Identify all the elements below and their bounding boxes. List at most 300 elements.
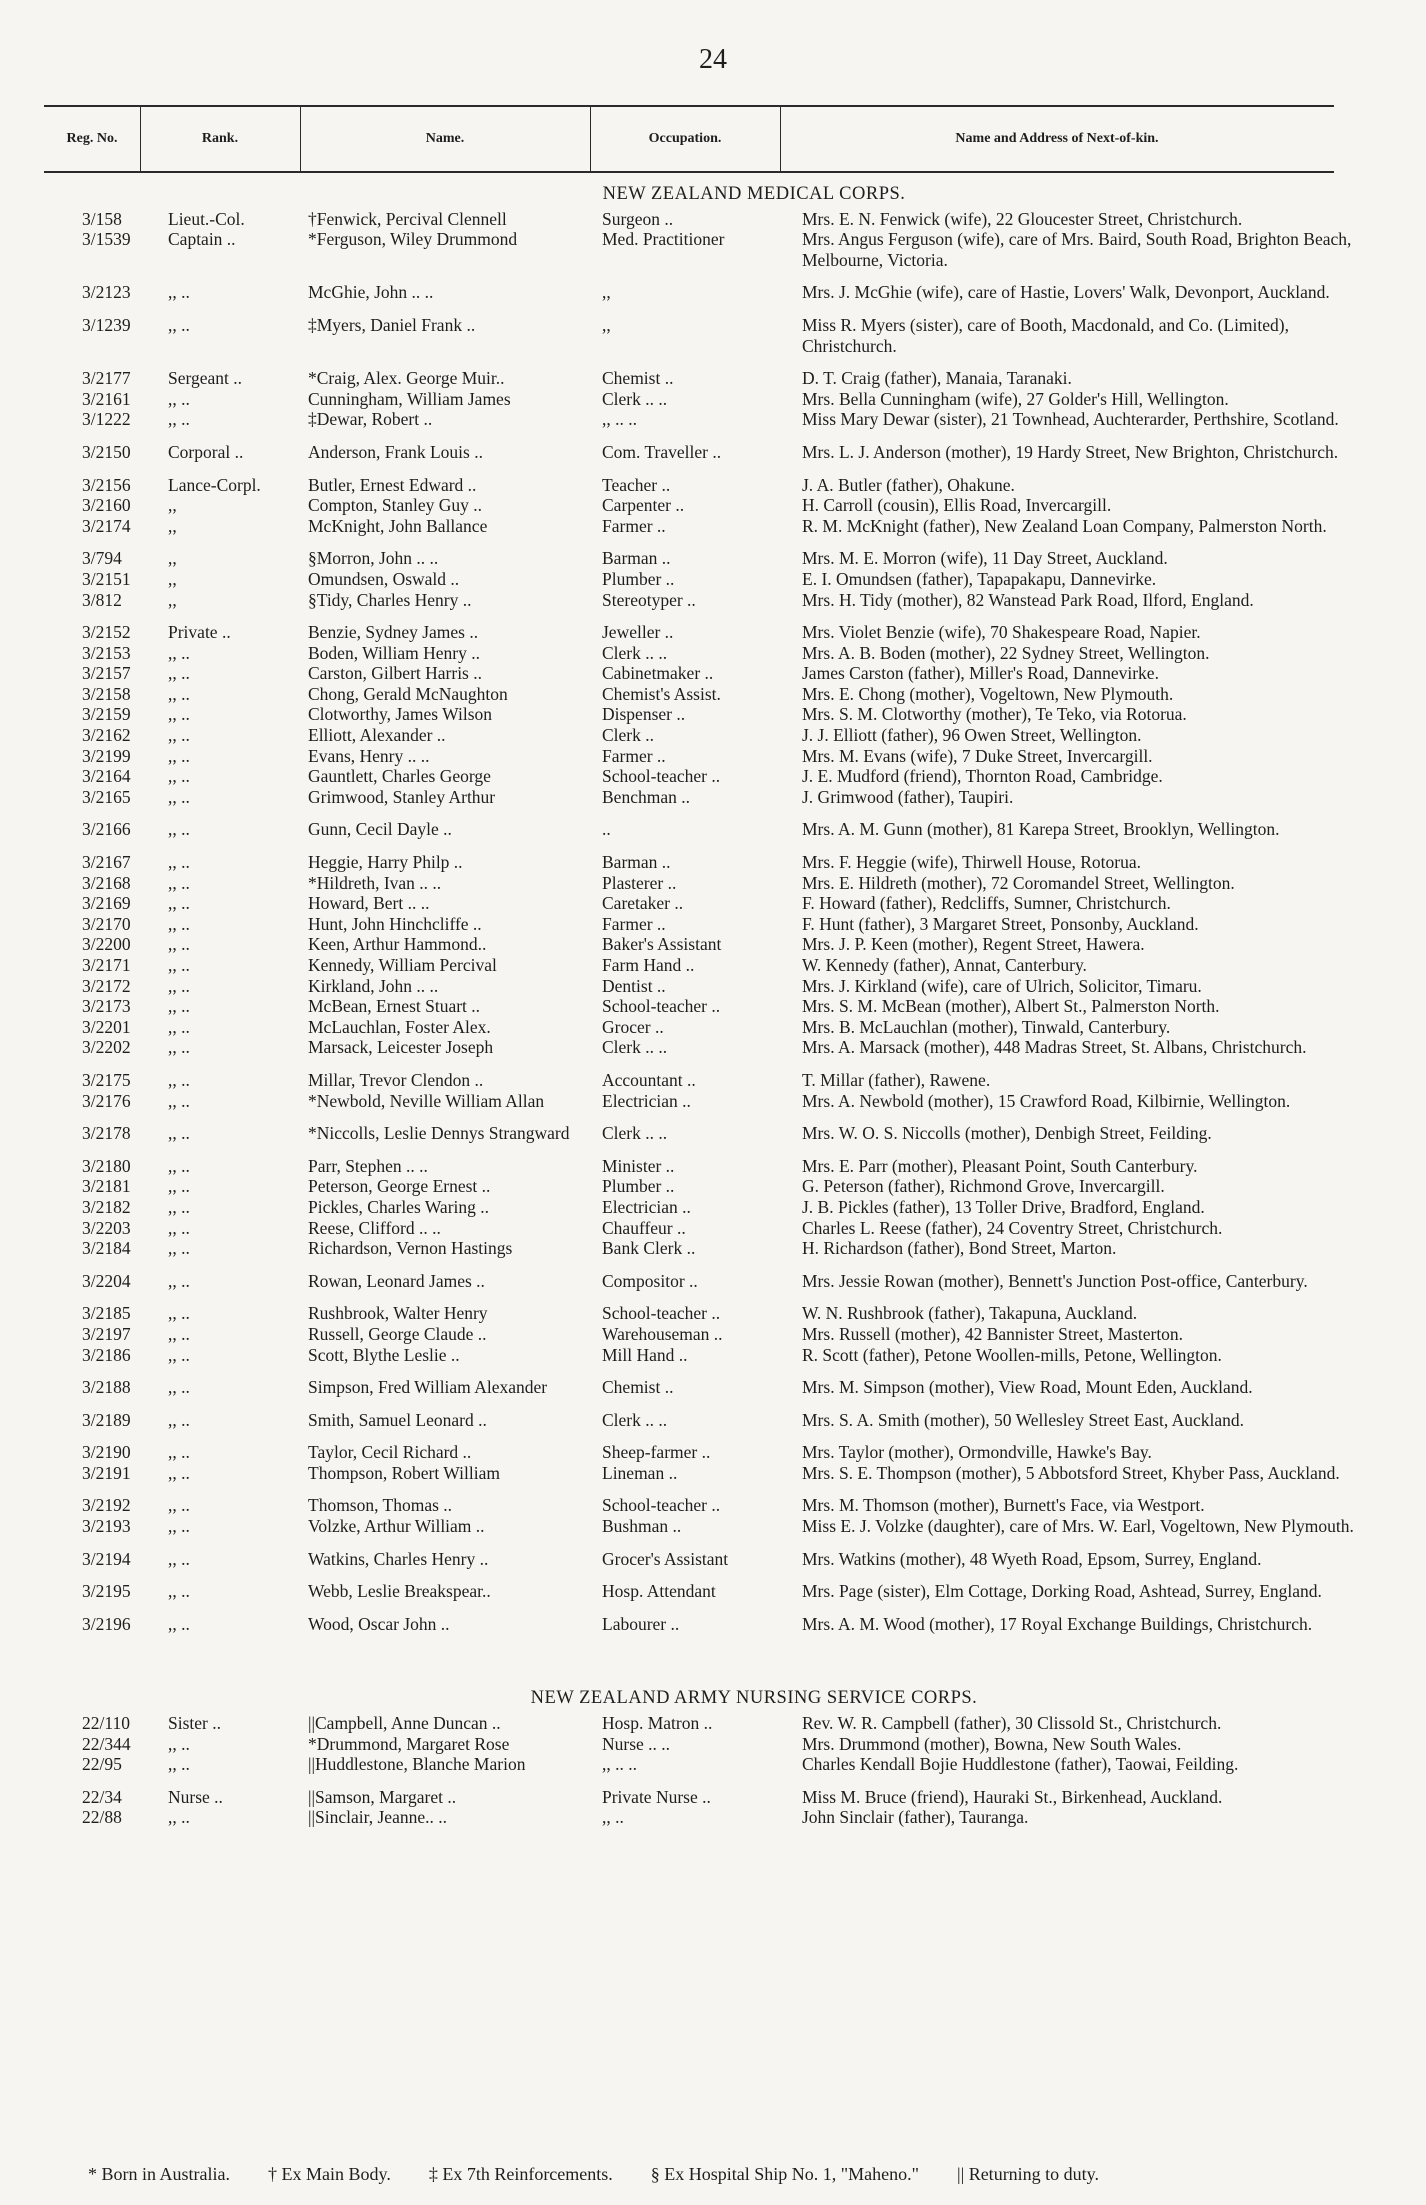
table-row bbox=[44, 643, 1364, 664]
name-cell: Omundsen, Oswald .. bbox=[308, 568, 460, 589]
occupation-cell: Mill Hand .. bbox=[602, 1344, 688, 1365]
name-cell: Richardson, Vernon Hastings bbox=[308, 1238, 513, 1259]
reg-no-cell: 3/2172 bbox=[82, 975, 131, 996]
table-row bbox=[44, 873, 1364, 894]
rank-cell: Lieut.-Col. bbox=[168, 208, 245, 229]
occupation-cell: Clerk .. bbox=[602, 725, 655, 746]
reg-no-cell: 3/2175 bbox=[82, 1069, 131, 1090]
reg-no-cell: 3/2186 bbox=[82, 1344, 131, 1365]
name-cell: Chong, Gerald McNaughton bbox=[308, 683, 508, 704]
table-row bbox=[44, 1775, 1364, 1808]
occupation-cell: Med. Practitioner bbox=[602, 229, 725, 250]
table-row bbox=[44, 1537, 1364, 1570]
table-row bbox=[44, 1734, 1364, 1755]
rank-cell: ,, .. bbox=[168, 1516, 190, 1537]
occupation-cell: ,, bbox=[602, 314, 611, 335]
reg-no-cell: 3/2164 bbox=[82, 766, 131, 787]
rank-cell: ,, .. bbox=[168, 388, 190, 409]
table-row bbox=[44, 516, 1364, 537]
occupation-cell: Barman .. bbox=[602, 852, 671, 873]
occupation-cell: School-teacher .. bbox=[602, 1495, 721, 1516]
rank-cell: ,, .. bbox=[168, 872, 190, 893]
name-cell: Parr, Stephen .. .. bbox=[308, 1155, 428, 1176]
reg-no-cell: 3/2169 bbox=[82, 893, 131, 914]
rank-cell: ,, .. bbox=[168, 1754, 190, 1775]
table-row bbox=[44, 996, 1364, 1017]
footnote-ex-7th-reinforcements: ‡ Ex 7th Reinforcements. bbox=[428, 2164, 613, 2184]
rank-cell: Nurse .. bbox=[168, 1786, 223, 1807]
section-title-nursing-corps: NEW ZEALAND ARMY NURSING SERVICE CORPS. bbox=[530, 1688, 978, 1709]
rank-cell: ,, .. bbox=[168, 1377, 190, 1398]
name-cell: ||Sinclair, Jeanne.. .. bbox=[308, 1807, 447, 1828]
rank-cell: ,, .. bbox=[168, 1090, 190, 1111]
reg-no-cell: 3/2200 bbox=[82, 934, 131, 955]
name-cell: *Niccolls, Leslie Dennys Strangward bbox=[308, 1123, 570, 1144]
table-row bbox=[44, 536, 1364, 569]
name-cell: ||Campbell, Anne Duncan .. bbox=[308, 1713, 501, 1734]
next-of-kin-cell: E. I. Omundsen (father), Tapapakapu, Dannevirke. bbox=[802, 568, 1157, 589]
occupation-cell: ,, .. .. bbox=[602, 1754, 637, 1775]
table-row bbox=[44, 746, 1364, 767]
reg-no-cell: 3/812 bbox=[82, 589, 122, 610]
occupation-cell: .. bbox=[602, 819, 611, 840]
rank-cell: Lance-Corpl. bbox=[168, 474, 261, 495]
occupation-cell: Electrician .. bbox=[602, 1196, 691, 1217]
name-cell: Volzke, Arthur William .. bbox=[308, 1516, 485, 1537]
table-row bbox=[44, 1807, 1364, 1828]
name-cell: Wood, Oscar John .. bbox=[308, 1613, 450, 1634]
occupation-cell: School-teacher .. bbox=[602, 1303, 721, 1324]
table-row bbox=[44, 1365, 1364, 1398]
next-of-kin-cell: Mrs. L. J. Anderson (mother), 19 Hardy Street, New Brighton, Christchurch. bbox=[802, 441, 1339, 462]
next-of-kin-cell: Mrs. M. Evans (wife), 7 Duke Street, Invercargill. bbox=[802, 745, 1153, 766]
rank-cell: ,, .. bbox=[168, 1495, 190, 1516]
occupation-cell: ,, .. .. bbox=[602, 409, 637, 430]
rank-cell: ,, .. bbox=[168, 409, 190, 430]
reg-no-cell: 3/2197 bbox=[82, 1323, 131, 1344]
table-row bbox=[44, 270, 1364, 303]
reg-no-cell: 3/1539 bbox=[82, 229, 131, 250]
reg-no-cell: 3/2201 bbox=[82, 1016, 131, 1037]
occupation-cell: ,, .. bbox=[602, 1807, 624, 1828]
name-cell: Benzie, Sydney James .. bbox=[308, 622, 479, 643]
table-row bbox=[44, 934, 1364, 955]
occupation-cell: Plumber .. bbox=[602, 1176, 675, 1197]
rank-cell: ,, .. bbox=[168, 955, 190, 975]
occupation-cell: Cabinetmaker .. bbox=[602, 663, 714, 684]
name-cell: Elliott, Alexander .. bbox=[308, 725, 446, 746]
table-row bbox=[44, 430, 1364, 463]
next-of-kin-cell: Mrs. B. McLauchlan (mother), Tinwald, Canterbury. bbox=[802, 1016, 1171, 1037]
table-row bbox=[44, 209, 1364, 230]
rank-cell: ,, .. bbox=[168, 725, 190, 746]
occupation-cell: Clerk .. .. bbox=[602, 1123, 668, 1144]
rank-cell: ,, .. bbox=[168, 1176, 190, 1197]
column-header-occupation: Occupation. bbox=[648, 131, 722, 146]
next-of-kin-cell: Mrs. E. Parr (mother), Pleasant Point, South Canterbury. bbox=[802, 1155, 1198, 1176]
table-row bbox=[44, 229, 1364, 270]
occupation-cell: Clerk .. .. bbox=[602, 1037, 668, 1058]
rank-cell: ,, bbox=[168, 589, 177, 610]
table-row bbox=[44, 807, 1364, 840]
reg-no-cell: 3/2190 bbox=[82, 1442, 131, 1463]
next-of-kin-cell: H. Richardson (father), Bond Street, Marton. bbox=[802, 1238, 1117, 1259]
table-row bbox=[44, 1754, 1364, 1775]
name-cell: Boden, William Henry .. bbox=[308, 642, 481, 663]
medical-corps-table bbox=[44, 209, 1364, 1635]
name-cell: Kennedy, William Percival bbox=[308, 955, 497, 975]
next-of-kin-cell: Mrs. W. O. S. Niccolls (mother), Denbigh Street, Feilding. bbox=[802, 1123, 1212, 1144]
next-of-kin-cell: Mrs. A. M. Wood (mother), 17 Royal Exchange Buildings, Christchurch. bbox=[802, 1613, 1313, 1634]
reg-no-cell: 3/2176 bbox=[82, 1090, 131, 1111]
reg-no-cell: 3/2171 bbox=[82, 955, 131, 975]
next-of-kin-cell: Mrs. J. P. Keen (mother), Regent Street, Hawera. bbox=[802, 934, 1145, 955]
roll-content bbox=[44, 182, 1364, 1828]
name-cell: Rushbrook, Walter Henry bbox=[308, 1303, 488, 1324]
table-row bbox=[44, 409, 1364, 430]
footnote-returning-to-duty: || Returning to duty. bbox=[956, 2164, 1100, 2184]
name-cell: §Tidy, Charles Henry .. bbox=[308, 589, 472, 610]
reg-no-cell: 3/2153 bbox=[82, 642, 131, 663]
table-row bbox=[44, 1483, 1364, 1516]
rank-cell: ,, .. bbox=[168, 1303, 190, 1324]
next-of-kin-cell: Mrs. Angus Ferguson (wife), care of Mrs. Baird, South Road, Brighton Beach, Melbourne, Victoria. bbox=[802, 229, 1352, 270]
rank-cell: ,, .. bbox=[168, 282, 190, 303]
table-row bbox=[44, 1091, 1364, 1112]
reg-no-cell: 3/2167 bbox=[82, 852, 131, 873]
reg-no-cell: 3/2203 bbox=[82, 1217, 131, 1238]
name-cell: Heggie, Harry Philp .. bbox=[308, 852, 463, 873]
occupation-cell: ,, bbox=[602, 282, 611, 303]
column-header-next-of-kin: Name and Address of Next-of-kin. bbox=[955, 131, 1159, 146]
name-cell: Kirkland, John .. .. bbox=[308, 975, 439, 996]
next-of-kin-cell: Mrs. Bella Cunningham (wife), 27 Golder's Hill, Wellington. bbox=[802, 388, 1229, 409]
table-row bbox=[44, 1713, 1364, 1734]
rank-cell: ,, .. bbox=[168, 913, 190, 934]
reg-no-cell: 3/2204 bbox=[82, 1270, 131, 1291]
name-cell: Howard, Bert .. .. bbox=[308, 893, 430, 914]
rank-cell: ,, .. bbox=[168, 852, 190, 873]
rank-cell: ,, .. bbox=[168, 766, 190, 787]
next-of-kin-cell: Mrs. M. E. Morron (wife), 11 Day Street, Auckland. bbox=[802, 548, 1168, 569]
table-row bbox=[44, 1324, 1364, 1345]
reg-no-cell: 3/2192 bbox=[82, 1495, 131, 1516]
reg-no-cell: 3/2170 bbox=[82, 913, 131, 934]
next-of-kin-cell: Miss E. J. Volzke (daughter), care of Mrs. W. Earl, Vogeltown, New Plymouth. bbox=[802, 1516, 1354, 1537]
name-cell: McGhie, John .. .. bbox=[308, 282, 434, 303]
reg-no-cell: 3/2199 bbox=[82, 745, 131, 766]
name-cell: Marsack, Leicester Joseph bbox=[308, 1037, 494, 1058]
reg-no-cell: 3/1222 bbox=[82, 409, 131, 430]
table-row bbox=[44, 1463, 1364, 1484]
next-of-kin-cell: Miss Mary Dewar (sister), 21 Townhead, Auchterarder, Perthshire, Scotland. bbox=[802, 409, 1339, 430]
occupation-cell: Farm Hand .. bbox=[602, 955, 695, 975]
name-cell: Reese, Clifford .. .. bbox=[308, 1217, 441, 1238]
table-row bbox=[44, 1218, 1364, 1239]
table-row bbox=[44, 590, 1364, 611]
occupation-cell: Farmer .. bbox=[602, 515, 666, 536]
rank-cell: ,, .. bbox=[168, 745, 190, 766]
rank-cell: ,, .. bbox=[168, 1733, 190, 1754]
occupation-cell: Bushman .. bbox=[602, 1516, 682, 1537]
reg-no-cell: 3/2151 bbox=[82, 568, 131, 589]
rank-cell: ,, .. bbox=[168, 1807, 190, 1828]
rank-cell: ,, .. bbox=[168, 1155, 190, 1176]
name-cell: Keen, Arthur Hammond.. bbox=[308, 934, 487, 955]
name-cell: *Newbold, Neville William Allan bbox=[308, 1090, 545, 1111]
table-row bbox=[44, 725, 1364, 746]
occupation-cell: Warehouseman .. bbox=[602, 1323, 723, 1344]
next-of-kin-cell: J. E. Mudford (friend), Thornton Road, Cambridge. bbox=[802, 766, 1163, 787]
next-of-kin-cell: Mrs. A. Marsack (mother), 448 Madras Street, St. Albans, Christchurch. bbox=[802, 1037, 1307, 1058]
name-cell: Smith, Samuel Leonard .. bbox=[308, 1409, 487, 1430]
table-row bbox=[44, 303, 1364, 356]
name-cell: Clotworthy, James Wilson bbox=[308, 704, 493, 725]
next-of-kin-cell: Mrs. A. B. Boden (mother), 22 Sydney Street, Wellington. bbox=[802, 642, 1210, 663]
reg-no-cell: 3/794 bbox=[82, 548, 122, 569]
name-cell: Evans, Henry .. .. bbox=[308, 745, 430, 766]
reg-no-cell: 3/2158 bbox=[82, 683, 131, 704]
next-of-kin-cell: W. N. Rushbrook (father), Takapuna, Auckland. bbox=[802, 1303, 1138, 1324]
occupation-cell: Carpenter .. bbox=[602, 495, 685, 516]
next-of-kin-cell: J. B. Pickles (father), 13 Toller Drive, Bradford, England. bbox=[802, 1196, 1205, 1217]
occupation-cell: Baker's Assistant bbox=[602, 934, 722, 955]
name-cell: Webb, Leslie Breakspear.. bbox=[308, 1581, 491, 1602]
next-of-kin-cell: Mrs. J. McGhie (wife), care of Hastie, Lovers' Walk, Devonport, Auckland. bbox=[802, 282, 1330, 303]
occupation-cell: Grocer's Assistant bbox=[602, 1548, 729, 1569]
name-cell: ‡Myers, Daniel Frank .. bbox=[308, 314, 476, 335]
name-cell: Carston, Gilbert Harris .. bbox=[308, 663, 482, 684]
next-of-kin-cell: W. Kennedy (father), Annat, Canterbury. bbox=[802, 955, 1087, 975]
rank-cell: ,, .. bbox=[168, 786, 190, 807]
reg-no-cell: 3/2182 bbox=[82, 1196, 131, 1217]
rank-cell: ,, .. bbox=[168, 819, 190, 840]
next-of-kin-cell: Mrs. E. Chong (mother), Vogeltown, New Plymouth. bbox=[802, 683, 1174, 704]
table-row bbox=[44, 1398, 1364, 1431]
next-of-kin-cell: D. T. Craig (father), Manaia, Taranaki. bbox=[802, 368, 1072, 389]
table-row bbox=[44, 569, 1364, 590]
next-of-kin-cell: T. Millar (father), Rawene. bbox=[802, 1069, 991, 1090]
occupation-cell: Caretaker .. bbox=[602, 893, 684, 914]
occupation-cell: Clerk .. .. bbox=[602, 642, 668, 663]
reg-no-cell: 3/2168 bbox=[82, 872, 131, 893]
name-cell: Scott, Blythe Leslie .. bbox=[308, 1344, 460, 1365]
rank-cell: ,, .. bbox=[168, 996, 190, 1017]
name-cell: §Morron, John .. .. bbox=[308, 548, 439, 569]
name-cell: McBean, Ernest Stuart .. bbox=[308, 996, 481, 1017]
next-of-kin-cell: Mrs. E. N. Fenwick (wife), 22 Gloucester Street, Christchurch. bbox=[802, 208, 1243, 229]
rank-cell: ,, .. bbox=[168, 934, 190, 955]
next-of-kin-cell: J. A. Butler (father), Ohakune. bbox=[802, 474, 1015, 495]
rank-cell: ,, .. bbox=[168, 1123, 190, 1144]
occupation-cell: Accountant .. bbox=[602, 1069, 696, 1090]
rank-cell: ,, bbox=[168, 515, 177, 536]
next-of-kin-cell: Charles Kendall Bojie Huddlestone (father), Taowai, Feilding. bbox=[802, 1754, 1239, 1775]
occupation-cell: Plasterer .. bbox=[602, 872, 677, 893]
name-cell: Gunn, Cecil Dayle .. bbox=[308, 819, 452, 840]
table-row bbox=[44, 610, 1364, 643]
section-title-medical-corps: NEW ZEALAND MEDICAL CORPS. bbox=[602, 184, 906, 204]
occupation-cell: Chemist .. bbox=[602, 1377, 674, 1398]
next-of-kin-cell: Mrs. Watkins (mother), 48 Wyeth Road, Epsom, Surrey, England. bbox=[802, 1548, 1262, 1569]
footnote-ex-main-body: † Ex Main Body. bbox=[268, 2164, 391, 2184]
rank-cell: ,, .. bbox=[168, 683, 190, 704]
table-row bbox=[44, 766, 1364, 787]
occupation-cell: Private Nurse .. bbox=[602, 1786, 711, 1807]
next-of-kin-cell: Mrs. J. Kirkland (wife), care of Ulrich, Solicitor, Timaru. bbox=[802, 975, 1202, 996]
rank-cell: ,, .. bbox=[168, 1016, 190, 1037]
occupation-cell: Hosp. Matron .. bbox=[602, 1713, 713, 1734]
occupation-cell: Compositor .. bbox=[602, 1270, 698, 1291]
rank-cell: Sister .. bbox=[168, 1713, 221, 1734]
table-row bbox=[44, 463, 1364, 496]
reg-no-cell: 3/2195 bbox=[82, 1581, 131, 1602]
reg-no-cell: 3/2180 bbox=[82, 1155, 131, 1176]
rank-cell: ,, .. bbox=[168, 1069, 190, 1090]
rank-cell: Sergeant .. bbox=[168, 368, 243, 389]
rank-cell: ,, .. bbox=[168, 975, 190, 996]
occupation-cell: Stereotyper .. bbox=[602, 589, 696, 610]
table-row bbox=[44, 1037, 1364, 1058]
reg-no-cell: 3/2202 bbox=[82, 1037, 131, 1058]
occupation-cell: Labourer .. bbox=[602, 1613, 680, 1634]
next-of-kin-cell: Mrs. Jessie Rowan (mother), Bennett's Junction Post-office, Canterbury. bbox=[802, 1270, 1308, 1291]
next-of-kin-cell: F. Howard (father), Redcliffs, Sumner, Christchurch. bbox=[802, 893, 1171, 914]
next-of-kin-cell: Mrs. Violet Benzie (wife), 70 Shakespeare Road, Napier. bbox=[802, 622, 1201, 643]
occupation-cell: Bank Clerk .. bbox=[602, 1238, 696, 1259]
table-row bbox=[44, 356, 1364, 389]
reg-no-cell: 3/2184 bbox=[82, 1238, 131, 1259]
reg-no-cell: 3/2181 bbox=[82, 1176, 131, 1197]
reg-no-cell: 3/2188 bbox=[82, 1377, 131, 1398]
next-of-kin-cell: F. Hunt (father), 3 Margaret Street, Ponsonby, Auckland. bbox=[802, 913, 1199, 934]
name-cell: Russell, George Claude .. bbox=[308, 1323, 487, 1344]
reg-no-cell: 3/2166 bbox=[82, 819, 131, 840]
next-of-kin-cell: Mrs. F. Heggie (wife), Thirwell House, Rotorua. bbox=[802, 852, 1141, 873]
table-row bbox=[44, 914, 1364, 935]
name-cell: *Ferguson, Wiley Drummond bbox=[308, 229, 518, 250]
occupation-cell: Chemist's Assist. bbox=[602, 683, 721, 704]
next-of-kin-cell: James Carston (father), Miller's Road, Dannevirke. bbox=[802, 663, 1159, 684]
occupation-cell: Minister .. bbox=[602, 1155, 675, 1176]
occupation-cell: Jeweller .. bbox=[602, 622, 674, 643]
occupation-cell: Hosp. Attendant bbox=[602, 1581, 716, 1602]
footnote-born-in-australia: * Born in Australia. bbox=[88, 2164, 230, 2184]
column-header-rank: Rank. bbox=[201, 131, 239, 146]
next-of-kin-cell: Mrs. Russell (mother), 42 Bannister Street, Masterton. bbox=[802, 1323, 1184, 1344]
rank-cell: Corporal .. bbox=[168, 441, 244, 462]
reg-no-cell: 3/2161 bbox=[82, 388, 131, 409]
next-of-kin-cell: Mrs. M. Thomson (mother), Burnett's Face, via Westport. bbox=[802, 1495, 1205, 1516]
rank-cell: Captain .. bbox=[168, 229, 236, 250]
occupation-cell: Clerk .. .. bbox=[602, 1409, 668, 1430]
rank-cell: ,, .. bbox=[168, 1442, 190, 1463]
rank-cell: ,, .. bbox=[168, 1037, 190, 1058]
rank-cell: ,, .. bbox=[168, 893, 190, 914]
reg-no-cell: 3/1239 bbox=[82, 314, 131, 335]
nursing-corps-table bbox=[44, 1713, 1364, 1828]
reg-no-cell: 3/2189 bbox=[82, 1409, 131, 1430]
next-of-kin-cell: Charles L. Reese (father), 24 Coventry Street, Christchurch. bbox=[802, 1217, 1223, 1238]
occupation-cell: Nurse .. .. bbox=[602, 1733, 671, 1754]
name-cell: Grimwood, Stanley Arthur bbox=[308, 786, 496, 807]
rank-cell: ,, .. bbox=[168, 1462, 190, 1483]
next-of-kin-cell: R. M. McKnight (father), New Zealand Loan Company, Palmerston North. bbox=[802, 515, 1327, 536]
occupation-cell: Barman .. bbox=[602, 548, 671, 569]
name-cell: McKnight, John Ballance bbox=[308, 515, 488, 536]
rank-cell: ,, bbox=[168, 548, 177, 569]
next-of-kin-cell: Miss R. Myers (sister), care of Booth, Macdonald, and Co. (Limited), Christchurch. bbox=[802, 314, 1289, 356]
occupation-cell: Benchman .. bbox=[602, 786, 690, 807]
table-row bbox=[44, 1291, 1364, 1324]
table-row bbox=[44, 389, 1364, 410]
occupation-cell: Dentist .. bbox=[602, 975, 666, 996]
table-row bbox=[44, 663, 1364, 684]
reg-no-cell: 3/2162 bbox=[82, 725, 131, 746]
name-cell: Thomson, Thomas .. bbox=[308, 1495, 453, 1516]
next-of-kin-cell: H. Carroll (cousin), Ellis Road, Invercargill. bbox=[802, 495, 1112, 516]
column-header-name: Name. bbox=[425, 131, 465, 146]
table-row bbox=[44, 1017, 1364, 1038]
occupation-cell: Farmer .. bbox=[602, 913, 666, 934]
rank-cell: ,, .. bbox=[168, 1613, 190, 1634]
table-row bbox=[44, 1144, 1364, 1177]
next-of-kin-cell: Mrs. S. E. Thompson (mother), 5 Abbotsford Street, Khyber Pass, Auckland. bbox=[802, 1462, 1340, 1483]
table-row bbox=[44, 1176, 1364, 1197]
page-number: 24 bbox=[699, 44, 727, 75]
table-row bbox=[44, 1058, 1364, 1091]
name-cell: McLauchlan, Foster Alex. bbox=[308, 1016, 491, 1037]
reg-no-cell: 3/2174 bbox=[82, 515, 131, 536]
occupation-cell: Com. Traveller .. bbox=[602, 441, 722, 462]
occupation-cell: Plumber .. bbox=[602, 568, 675, 589]
table-row bbox=[44, 1602, 1364, 1635]
occupation-cell: Surgeon .. bbox=[602, 208, 674, 229]
table-row bbox=[44, 955, 1364, 976]
reg-no-cell: 3/2191 bbox=[82, 1462, 131, 1483]
occupation-cell: Teacher .. bbox=[602, 474, 671, 495]
table-row bbox=[44, 1259, 1364, 1292]
reg-no-cell: 3/2196 bbox=[82, 1613, 131, 1634]
footnote-ex-hospital-ship: § Ex Hospital Ship No. 1, "Maheno." bbox=[650, 2164, 919, 2184]
name-cell: Watkins, Charles Henry .. bbox=[308, 1548, 489, 1569]
next-of-kin-cell: G. Peterson (father), Richmond Grove, Invercargill. bbox=[802, 1176, 1165, 1197]
reg-no-cell: 3/2157 bbox=[82, 663, 131, 684]
footnotes bbox=[88, 2164, 1378, 2185]
rank-cell: ,, .. bbox=[168, 314, 190, 335]
name-cell: Peterson, George Ernest .. bbox=[308, 1176, 491, 1197]
next-of-kin-cell: Mrs. Taylor (mother), Ormondville, Hawke's Bay. bbox=[802, 1442, 1152, 1463]
rank-cell: ,, .. bbox=[168, 1196, 190, 1217]
table-row bbox=[44, 684, 1364, 705]
rank-cell: ,, .. bbox=[168, 642, 190, 663]
column-header-row bbox=[44, 105, 1334, 173]
reg-no-cell: 22/110 bbox=[82, 1713, 130, 1734]
rank-cell: ,, .. bbox=[168, 704, 190, 725]
name-cell: Millar, Trevor Clendon .. bbox=[308, 1069, 484, 1090]
rank-cell: ,, .. bbox=[168, 1344, 190, 1365]
name-cell: ||Samson, Margaret .. bbox=[308, 1786, 457, 1807]
reg-no-cell: 3/2123 bbox=[82, 282, 131, 303]
reg-no-cell: 3/2150 bbox=[82, 441, 131, 462]
rank-cell: ,, bbox=[168, 568, 177, 589]
occupation-cell: Farmer .. bbox=[602, 745, 666, 766]
reg-no-cell: 3/2159 bbox=[82, 704, 131, 725]
name-cell: *Craig, Alex. George Muir.. bbox=[308, 368, 505, 389]
table-row bbox=[44, 1430, 1364, 1463]
table-row bbox=[44, 976, 1364, 997]
occupation-cell: Sheep-farmer .. bbox=[602, 1442, 711, 1463]
